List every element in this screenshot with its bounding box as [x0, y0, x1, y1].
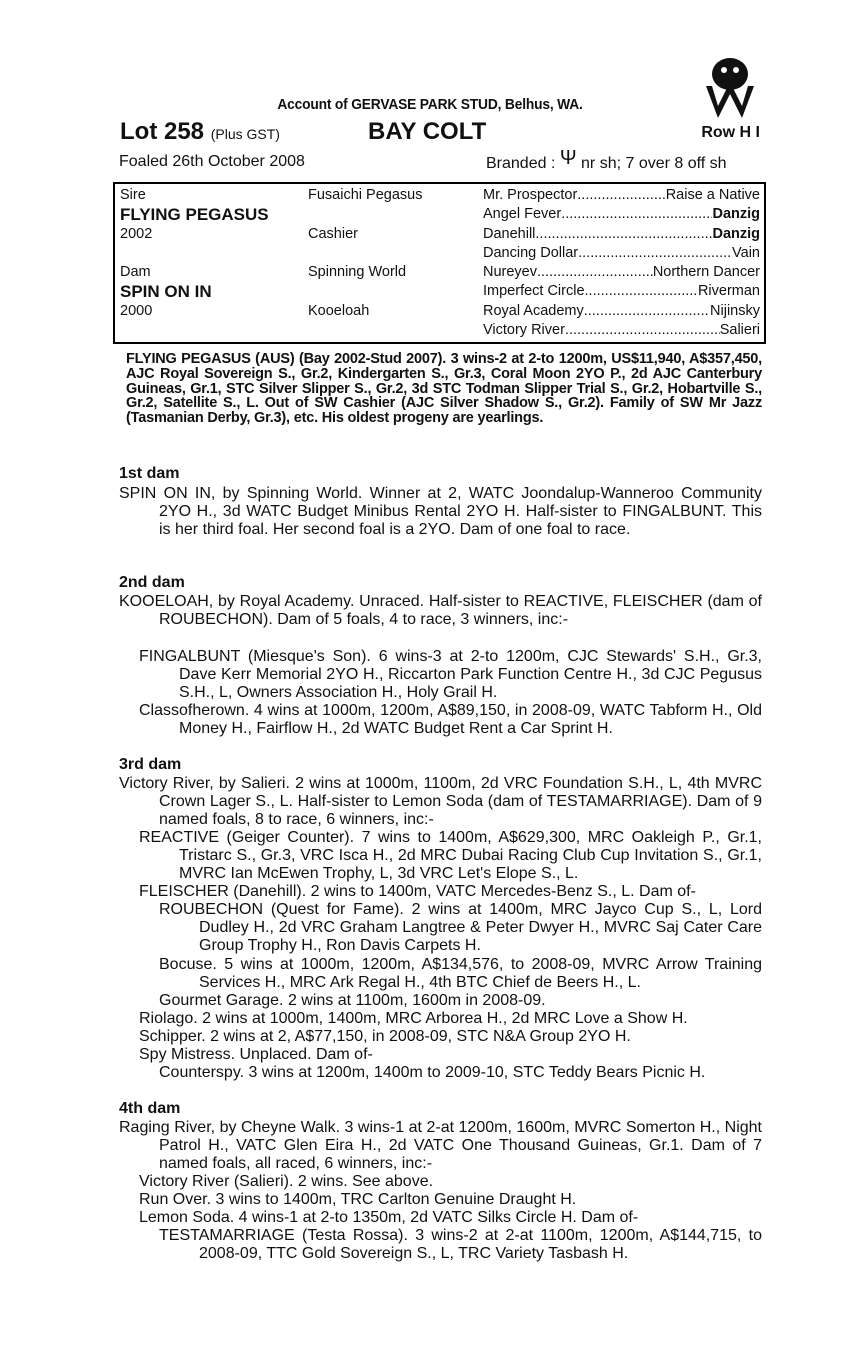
- sire-label: Sire: [120, 187, 146, 203]
- first-dam-heading: 1st dam: [119, 465, 180, 482]
- fourth-dam-text: [119, 1119, 762, 1173]
- third-dam-progeny-2: [139, 883, 762, 901]
- row-label: Row H I: [701, 124, 760, 141]
- third-dam-progeny-3: [139, 1010, 762, 1028]
- third-dam-paragraph: Victory River, by Salieri. 2 wins at 1000m, 1100m, 2d VRC Foundation S.H., L, 4th MVRC Crown Lager S., L. Half-sister to Lemon Soda (dam of TESTAMARRIAGE). Dam of 9 named foals, 8 to race, 6 winners, inc:-: [119, 775, 762, 829]
- brand-info: [486, 147, 727, 174]
- third-dam-progeny-4: [139, 1028, 762, 1046]
- first-dam-paragraph: SPIN ON IN, by Spinning World. Winner at 2, WATC Joondalup-Wanneroo Community 2YO H., 3d WATC Budget Minibus Rental 2YO H. Half-sister to FINGALBUNT. This is her third foal. Her second foal is a 2YO. Dam of one foal to race.: [119, 485, 762, 539]
- branded-text: nr sh; 7 over 8 off sh: [581, 155, 727, 172]
- pedigree-entry: Royal Academy ..... Nijinsky: [483, 302, 760, 321]
- pedigree-spacer: [120, 244, 269, 263]
- second-dam-paragraph: KOOELOAH, by Royal Academy. Unraced. Half-sister to REACTIVE, FLEISCHER (dam of ROUBECHON). Dam of 5 foals, 4 to race, 3 winners, inc:-: [119, 593, 762, 629]
- third-dam-progeny-5: [139, 1046, 762, 1064]
- account-line: Account of GERVASE PARK STUD, Belhus, WA.: [277, 96, 583, 113]
- third-dam-progeny-2c: [159, 992, 762, 1010]
- sire-dam: Cashier: [308, 225, 358, 242]
- fourth-dam-progeny-2: [139, 1191, 762, 1209]
- pedigree-column-3: [483, 186, 760, 340]
- third-dam-progeny-1: [139, 829, 762, 883]
- second-dam-heading: 2nd dam: [119, 574, 185, 591]
- third-dam-progeny-5a: [159, 1064, 762, 1082]
- second-dam-progeny-1: [139, 648, 762, 702]
- lot-label: Lot 258: [120, 118, 205, 145]
- pedigree-column-1: [120, 186, 269, 321]
- pedigree-entry: Nureyev ..... Northern Dancer: [483, 263, 760, 282]
- progeny-entry: Victory River (Salieri). 2 wins. See above.: [139, 1173, 434, 1190]
- progeny-entry: Bocuse. 5 wins at 1000m, 1200m, A$134,576, to 2008-09, MVRC Arrow Training Services H., MRC Ark Regal H., 4th BTC Chief de Beers H., L.: [159, 956, 762, 992]
- sire-year: 2002: [120, 225, 153, 242]
- second-dam-progeny-2: [139, 702, 762, 738]
- third-dam-progeny-2a: [159, 901, 762, 955]
- pedigree-entry: Angel Fever ..... Danzig: [483, 205, 760, 224]
- dam-dam: Kooeloah: [308, 302, 370, 319]
- progeny-entry: FINGALBUNT (Miesque's Son). 6 wins-3 at 2-to 1200m, CJC Stewards' S.H., Gr.3, Dave Kerr Memorial 2YO H., Riccarton Park Function Centre H., 3d CJC Pegusus S.H., L, Owners Association H., Holy Grail H.: [139, 648, 762, 702]
- lot-number: [120, 118, 280, 146]
- dam-label: Dam: [120, 264, 151, 281]
- pedigree-entry: Dancing Dollar ..... Vain: [483, 244, 760, 263]
- pedigree-entry: Mr. Prospector ..... Raise a Native: [483, 186, 760, 205]
- horse-description: BAY COLT: [368, 118, 487, 145]
- progeny-entry: Counterspy. 3 wins at 1200m, 1400m to 2009-10, STC Teddy Bears Picnic H.: [159, 1064, 706, 1081]
- progeny-entry: Riolago. 2 wins at 1000m, 1400m, MRC Arborea H., 2d MRC Love a Show H.: [139, 1010, 688, 1027]
- third-dam-progeny-2b: [159, 956, 762, 992]
- third-dam-text: [119, 775, 762, 829]
- progeny-entry: Schipper. 2 wins at 2, A$77,150, in 2008-09, STC N&A Group 2YO H.: [139, 1028, 631, 1045]
- progeny-entry: Gourmet Garage. 2 wins at 1100m, 1600m in 2008-09.: [159, 992, 546, 1009]
- foaled-date: Foaled 26th October 2008: [119, 153, 305, 170]
- pedigree-entry: Victory River ..... Salieri: [483, 321, 760, 340]
- third-dam-heading: 3rd dam: [119, 756, 182, 773]
- fourth-dam-paragraph: Raging River, by Cheyne Walk. 3 wins-1 at 2-at 1200m, 1600m, MVRC Somerton H., Night Patrol H., VATC Glen Eira H., 2d VATC One Thousand Guineas, Gr.1. Dam of 7 named foals, all raced, 6 winners, inc:-: [119, 1119, 762, 1173]
- fourth-dam-progeny-3a: [159, 1227, 762, 1263]
- dam-sire: Spinning World: [308, 264, 407, 281]
- gst-note: (Plus GST): [210, 126, 280, 142]
- sire-sire: Fusaichi Pegasus: [308, 187, 423, 203]
- progeny-entry: FLEISCHER (Danehill). 2 wins to 1400m, VATC Mercedes-Benz S., L. Dam of-: [139, 883, 696, 900]
- pedigree-table: [113, 182, 766, 344]
- branded-label: Branded :: [486, 155, 556, 172]
- second-dam-text: [119, 593, 762, 629]
- sire-summary: FLYING PEGASUS (AUS) (Bay 2002-Stud 2007). 3 wins-2 at 2-to 1200m, US$11,940, A$357,450, AJC Royal Sovereign S., Gr.2, Kindergarten S., Gr.3, Coral Moon 2YO P., 2d AJC Canterbury Guineas, Gr.1, STC Silver Slipper S., Gr.2, 3d STC Todman Slipper Trial S., Gr.2, Hobartville S., Gr.2, Satellite S., L. Out of SW Cashier (AJC Silver Shadow S., Gr.2). Family of SW Mr Jazz (Tasmanian Derby, Gr.3), etc. His oldest progeny are yearlings.: [126, 351, 762, 427]
- fourth-dam-progeny-1: [139, 1173, 762, 1191]
- progeny-entry: ROUBECHON (Quest for Fame). 2 wins at 1400m, MRC Jayco Cup S., L, Lord Dudley H., 2d VRC Graham Langtree & Peter Dwyer H., MVRC Saj Cater Care Group Trophy H., Ron Davis Carpets H.: [159, 901, 762, 955]
- pedigree-entry: Imperfect Circle ..... Riverman: [483, 282, 760, 301]
- progeny-entry: TESTAMARRIAGE (Testa Rossa). 3 wins-2 at 2-at 1100m, 1200m, A$144,715, to 2008-09, TTC Gold Sovereign S., L, TRC Variety Tasbash H.: [159, 1227, 762, 1263]
- fourth-dam-heading: 4th dam: [119, 1100, 181, 1117]
- sire-name: FLYING PEGASUS: [120, 205, 269, 225]
- progeny-entry: Run Over. 3 wins to 1400m, TRC Carlton Genuine Draught H.: [139, 1191, 577, 1208]
- fourth-dam-progeny-3: [139, 1209, 762, 1227]
- progeny-entry: Lemon Soda. 4 wins-1 at 2-to 1350m, 2d VATC Silks Circle H. Dam of-: [139, 1209, 639, 1226]
- dam-name: SPIN ON IN: [120, 282, 212, 302]
- progeny-entry: Classofherown. 4 wins at 1000m, 1200m, A$89,150, in 2008-09, WATC Tabform H., Old Money H., Fairflow H., 2d WATC Budget Rent a Car Sprint H.: [139, 702, 762, 738]
- first-dam-text: [119, 485, 762, 539]
- pedigree-column-2: [308, 186, 422, 321]
- progeny-entry: Spy Mistress. Unplaced. Dam of-: [139, 1046, 373, 1063]
- pedigree-entry: Danehill ..... Danzig: [483, 225, 760, 244]
- brand-glyph: Ψ: [559, 147, 577, 169]
- dam-year: 2000: [120, 302, 153, 319]
- progeny-entry: REACTIVE (Geiger Counter). 7 wins to 1400m, A$629,300, MRC Oakleigh P., Gr.1, Tristarc S., Gr.3, VRC Isca H., 2d MRC Dubai Racing Club Cup Invitation S., Gr.1, MVRC Ian McEwen Trophy, L, 3d VRC Let's Elope S., L.: [139, 829, 762, 883]
